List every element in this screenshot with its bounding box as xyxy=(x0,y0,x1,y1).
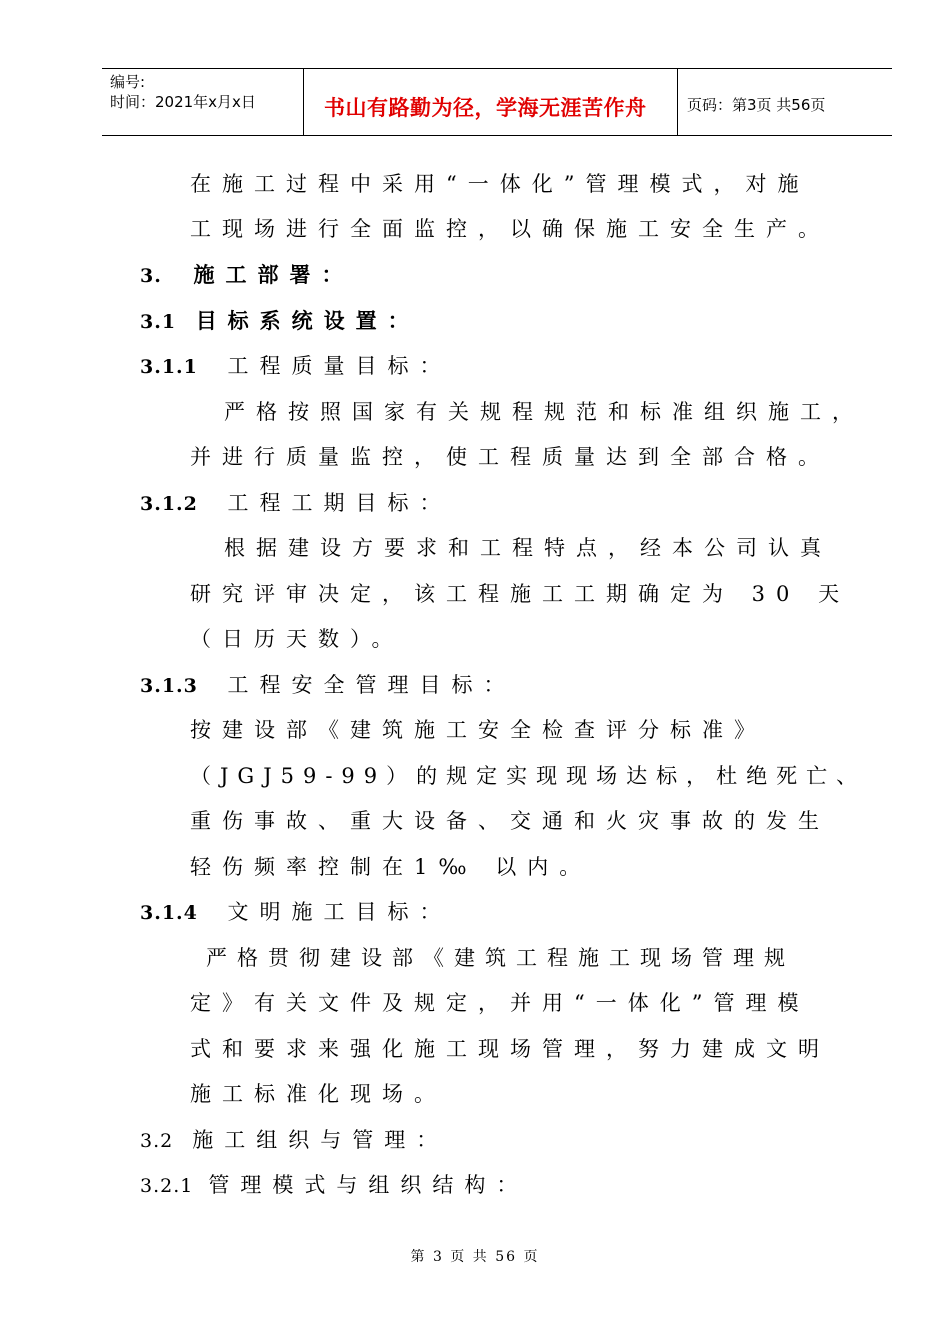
section-number: 3.1 xyxy=(140,311,177,333)
paragraph-line: 严格按照国家有关规程规范和标准组织施工， xyxy=(224,400,864,424)
header-divider xyxy=(677,68,678,136)
paragraph-line: 轻伤频率控制在1‰ 以内。 xyxy=(190,855,592,879)
section-number: 3.1.3 xyxy=(140,675,198,697)
section-number: 3.2 xyxy=(140,1130,174,1152)
section-title: 施工组织与管理： xyxy=(192,1128,449,1152)
code-label: 编号: xyxy=(110,73,146,91)
section-title: 文明施工目标： xyxy=(227,900,452,924)
section-number: 3. xyxy=(140,265,162,287)
section-number: 3.2.1 xyxy=(140,1175,194,1197)
header-divider xyxy=(303,68,304,136)
section-heading xyxy=(140,671,516,700)
paragraph-line: 定》有关文件及规定，并用“一体化”管理模 xyxy=(190,991,810,1015)
header-left xyxy=(110,72,256,112)
paragraph-line: （日历天数）。 xyxy=(190,627,404,651)
paragraph-line: 工现场进行全面监控，以确保施工安全生产。 xyxy=(190,217,830,241)
header-bottom-rule xyxy=(102,135,892,136)
page-footer: 第 3 页 共 56 页 xyxy=(410,1249,540,1265)
section-title: 管理模式与组织结构： xyxy=(208,1173,529,1197)
section-number: 3.1.2 xyxy=(140,493,198,515)
section-heading xyxy=(140,489,452,518)
section-title: 施工部署： xyxy=(193,262,354,287)
section-number: 3.1.4 xyxy=(140,902,198,924)
section-heading xyxy=(140,1171,528,1200)
paragraph-line: 在施工过程中采用“一体化”管理模式，对施 xyxy=(190,172,810,196)
page-header xyxy=(102,68,892,136)
paragraph-line: （JGJ59-99）的规定实现现场达标，杜绝死亡、 xyxy=(190,764,867,788)
paragraph-line: 按建设部《建筑施工安全检查评分标准》 xyxy=(190,718,766,742)
paragraph-line: 严格贯彻建设部《建筑工程施工现场管理规 xyxy=(206,946,795,970)
paragraph-line: 研究评审决定，该工程施工工期确定为 30 天 xyxy=(190,582,851,606)
paragraph-line: 并进行质量监控，使工程质量达到全部合格。 xyxy=(190,445,830,469)
section-title: 目标系统设置： xyxy=(195,308,420,333)
paragraph-line: 施工标准化现场。 xyxy=(190,1082,446,1106)
paragraph-line: 重伤事故、重大设备、交通和火灾事故的发生 xyxy=(190,809,830,833)
header-page-code: 页码：第3页 共56页 xyxy=(687,96,826,114)
section-heading xyxy=(140,352,452,381)
paragraph-line: 根据建设方要求和工程特点，经本公司认真 xyxy=(224,536,832,560)
section-heading xyxy=(140,261,353,290)
header-top-rule xyxy=(102,68,892,69)
section-heading xyxy=(140,307,420,336)
section-title: 工程工期目标： xyxy=(227,491,452,515)
section-heading xyxy=(140,898,452,927)
section-heading xyxy=(140,1126,448,1155)
paragraph-line: 式和要求来强化施工现场管理，努力建成文明 xyxy=(190,1037,830,1061)
section-title: 工程安全管理目标： xyxy=(227,673,516,697)
section-number: 3.1.1 xyxy=(140,356,198,378)
time-label: 时间：2021年x月x日 xyxy=(110,93,256,111)
section-title: 工程质量目标： xyxy=(227,354,452,378)
header-slogan: 书山有路勤为径，学海无涯苦作舟 xyxy=(324,96,647,120)
